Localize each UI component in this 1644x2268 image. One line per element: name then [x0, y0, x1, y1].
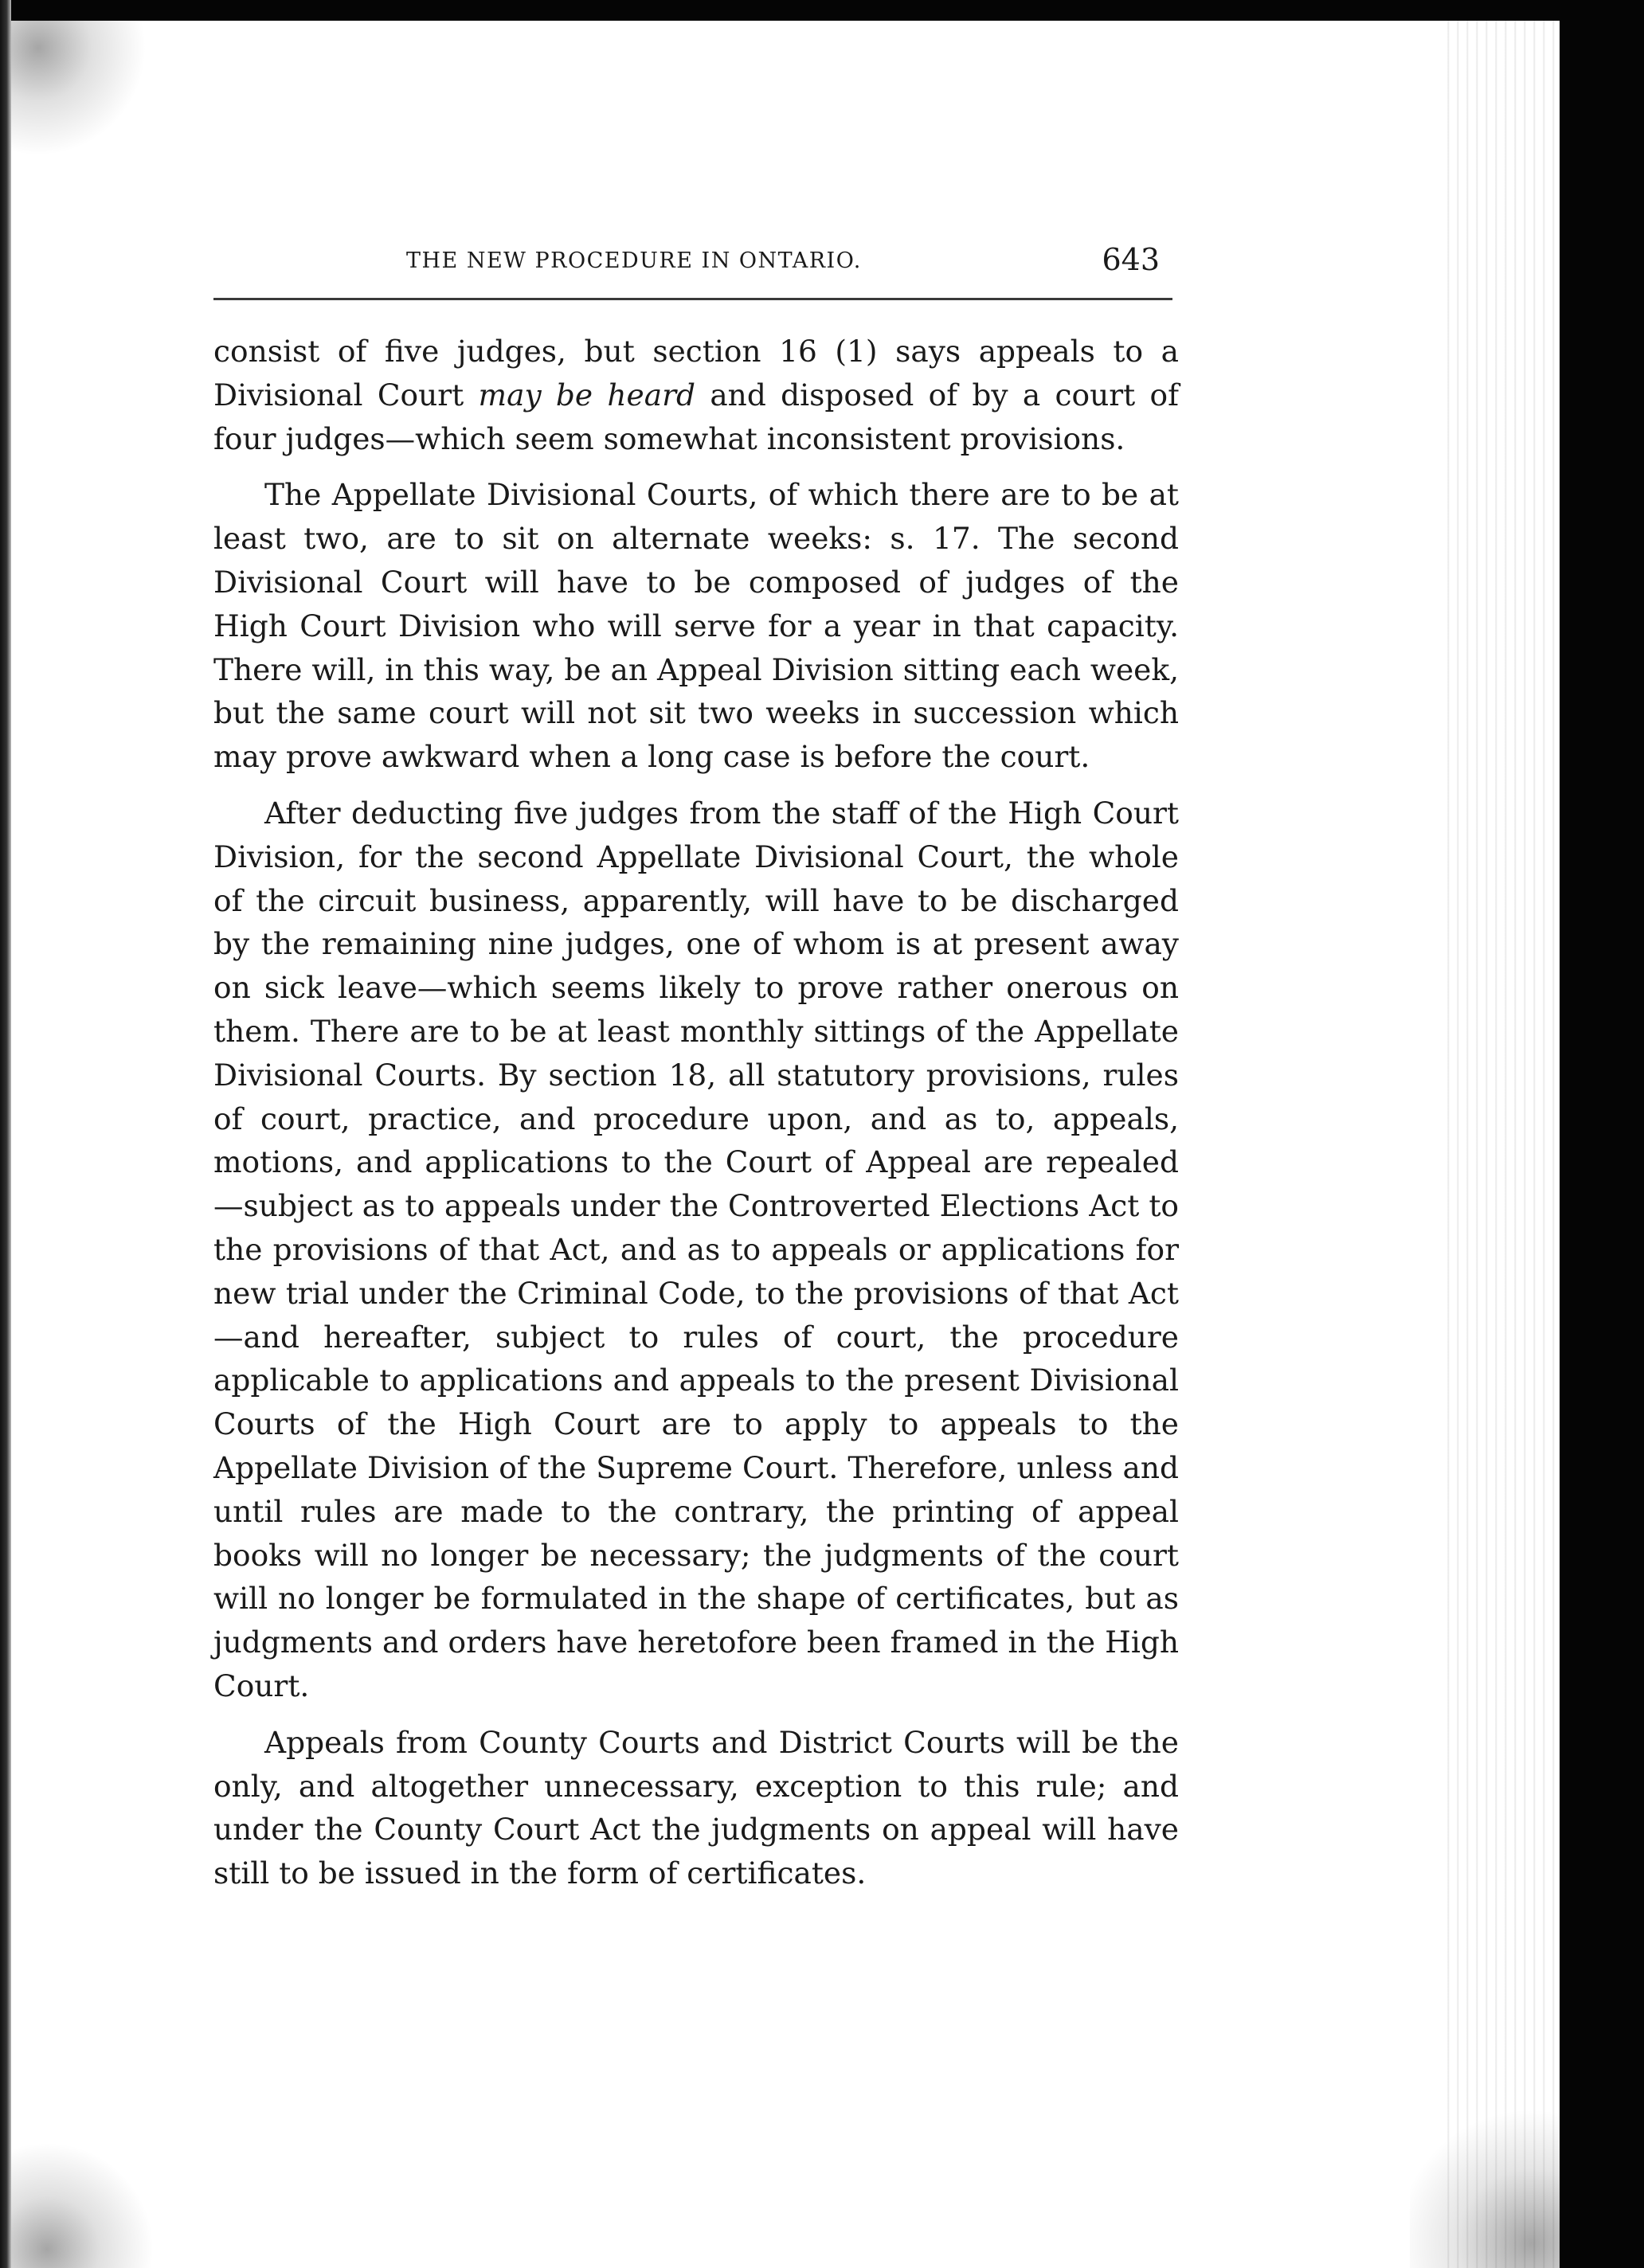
header-rule: [213, 298, 1172, 300]
paragraph-1-text-start: consist of five judges, but section 16 (1) says appeals to a Divisional Court: [213, 334, 1179, 413]
scan-border-left: [0, 0, 11, 2268]
scan-border-top: [0, 0, 1644, 21]
scan-smudge-top-left: [11, 21, 147, 156]
paragraph-3: After deducting five judges from the staff of the High Court Division, for the second Appellate Divisional Court, the whole of the circuit business, apparently, will have to be discharged by the remaining nine judges, one of whom is at present away on sick leave—which seems likely to prove rather onerous on them. There are to be at least monthly sittings of the Appellate Divisional Courts. By section 18, all statutory provisions, rules of court, practice, and procedure upon, and as to, appeals, motions, and applications to the Court of Appeal are repealed—subject as to appeals under the Controverted Elections Act to the provisions of that Act, and as to appeals or applications for new trial under the Criminal Code, to the provisions of that Act—and hereafter, subject to rules of court, the procedure applicable to applications and appeals to the present Divisional Courts of the High Court are to apply to appeals to the Appellate Division of the Supreme Court. Therefore, unless and until rules are made to the contrary, the printing of appeal books will no longer be necessary; the judgments of the court will no longer be formulated in the shape of certificates, but as judgments and orders have heretofore been framed in the High Court.: [213, 795, 1179, 1703]
running-header: [213, 239, 1171, 287]
running-title: THE NEW PROCEDURE IN ONTARIO.: [406, 248, 862, 273]
page-edge-stack: [1440, 21, 1560, 2268]
paragraph-1-text-end: and disposed of by a court of four judges—which seem somewhat inconsistent provisions.: [213, 377, 1179, 456]
scan-smudge-bottom-left: [11, 2142, 155, 2268]
page-body: [213, 330, 1179, 1908]
page-number: 643: [1102, 242, 1160, 277]
paragraph-1: [213, 330, 1179, 460]
paragraph-2: The Appellate Divisional Courts, of which there are to be at least two, are to sit on alternate weeks: s. 17. The second Divisional Court will have to be composed of judges of the High Court Division who will serve for a year in that capacity. There will, in this way, be an Appeal Division sitting each week, but the same court will not sit two weeks in succession which may prove awkward when a long case is before the court.: [213, 477, 1179, 775]
paragraph-4: Appeals from County Courts and District Courts will be the only, and altogether unnecessary, exception to this rule; and under the County Court Act the judgments on appeal will have still to be issued in the form of certificates.: [213, 1724, 1179, 1891]
scan-border-right: [1560, 0, 1644, 2268]
paragraph-1-emphasis: may be heard: [478, 377, 696, 413]
scan-smudge-bottom-right: [1410, 2102, 1561, 2268]
